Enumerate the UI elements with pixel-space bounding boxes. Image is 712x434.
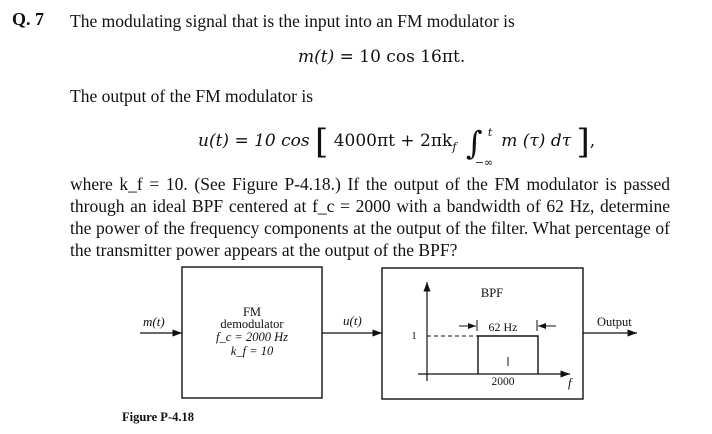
- freq-axis-label: f: [568, 376, 572, 390]
- question-number: Q. 7: [12, 9, 45, 29]
- bandwidth-label: 62 Hz: [488, 320, 518, 334]
- fm-block-fc: f_c = 2000 Hz: [216, 330, 288, 344]
- left-bracket: [: [315, 122, 329, 162]
- eq2-end: ,: [589, 131, 596, 151]
- right-bracket: ]: [576, 122, 590, 162]
- fm-block-kf: k_f = 10: [230, 344, 274, 358]
- output-intro-text: The output of the FM modulator is: [70, 86, 314, 106]
- mid-label: u(t): [343, 313, 362, 328]
- input-label: m(t): [143, 314, 165, 329]
- eq2-sub: f: [452, 140, 457, 154]
- eq1-lhs: m(t): [298, 47, 335, 67]
- intro-text: The modulating signal that is the input into an FM modulator is: [70, 11, 515, 31]
- equation-fm-output: u(t) = 10 cos [ $4000\pi t + 2\pi k_f$ ∫ t −∞ m (τ) dτ ],: [198, 122, 596, 169]
- bpf-title: BPF: [480, 286, 504, 300]
- eq2-inner: 4000πt + 2πk: [333, 131, 453, 151]
- figure-caption: Figure P-4.18: [122, 410, 194, 424]
- integral-lower: −∞: [474, 156, 494, 169]
- eq2-integrand: m (τ) dτ: [501, 131, 572, 151]
- fm-block-title: FM: [242, 305, 262, 319]
- eq1-rhs: = 10 cos 16πt.: [339, 47, 466, 67]
- bpf-passband: [478, 336, 538, 374]
- fm-block-type: demodulator: [220, 317, 284, 331]
- output-label: Output: [597, 315, 632, 329]
- problem-paragraph: where k_f = 10. (See Figure P-4.18.) If the output of the FM modulator is passed through an ideal BPF centered at f_c = 2000 with a bandwidth of 62 Hz, determine the power of the frequency components at the output of the filter. What percentage of the transmitter power appears at the output of the BPF?: [70, 174, 670, 260]
- eq2-lhs: u(t) = 10 cos: [198, 131, 310, 151]
- center-freq-label: 2000: [491, 376, 515, 388]
- unit-level-label: 1: [411, 330, 417, 342]
- integral-upper: t: [487, 126, 493, 139]
